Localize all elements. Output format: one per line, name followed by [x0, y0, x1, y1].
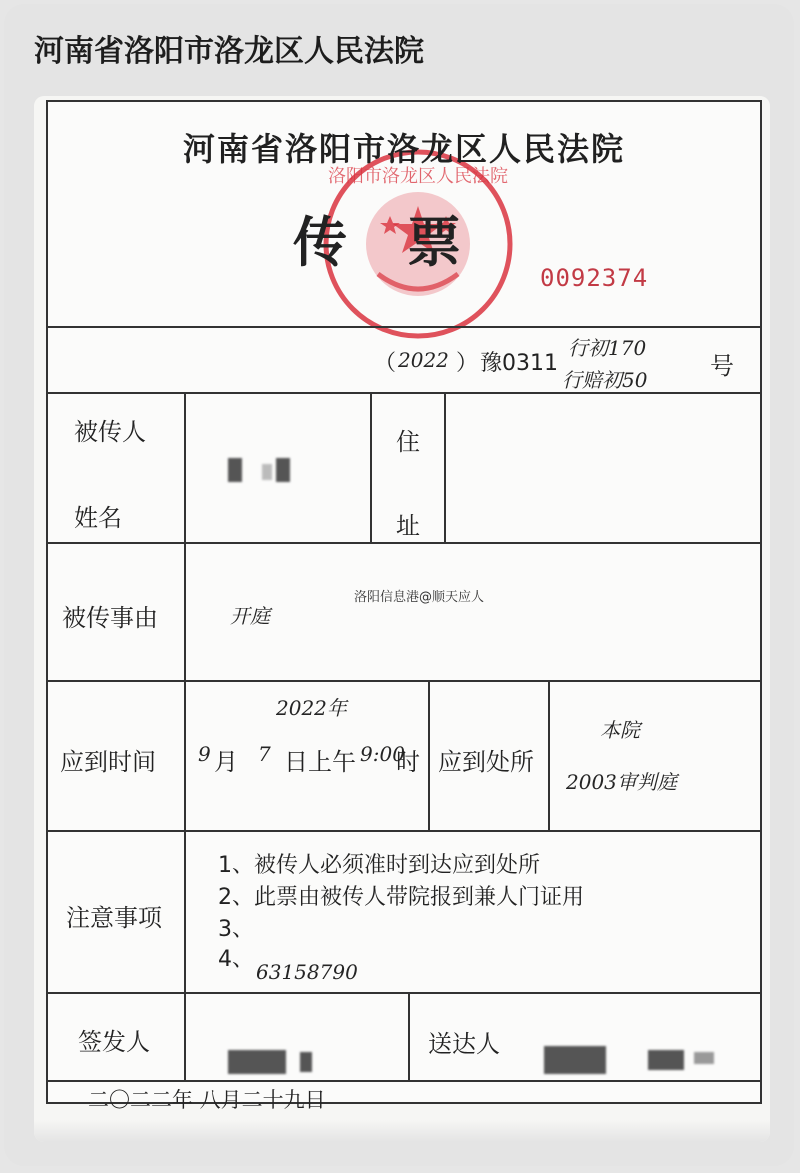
note-2: 2、此票由被传人带院报到兼人门证用 — [218, 885, 584, 910]
case-year: 2022 — [398, 348, 449, 372]
divider — [548, 680, 550, 830]
redacted-issuer — [228, 1050, 286, 1074]
note-phone: 63158790 — [256, 960, 358, 984]
redacted-name — [276, 458, 290, 482]
divider — [444, 392, 446, 542]
photo-edge — [34, 1120, 770, 1142]
case-prefix: 豫0311 — [480, 351, 558, 376]
label-issuer: 签发人 — [78, 1028, 150, 1056]
divider — [48, 1080, 760, 1082]
reason-value: 开庭 — [230, 604, 270, 628]
issue-date: 二〇二二年 八月二十九日 — [88, 1088, 326, 1112]
case-number-line1: 行初170 — [568, 336, 647, 360]
redacted-deliverer — [694, 1052, 714, 1064]
time-month-unit: 月 — [214, 748, 238, 776]
divider — [48, 680, 760, 682]
divider — [428, 680, 430, 830]
place-line1: 本院 — [600, 718, 640, 742]
note-1: 1、被传人必须准时到达应到处所 — [218, 853, 540, 878]
time-hour: 9:00 — [360, 742, 405, 766]
divider — [48, 392, 760, 394]
divider — [370, 392, 372, 542]
time-day: 7 — [258, 742, 271, 766]
document-number: 0092374 — [540, 264, 649, 292]
label-address-1: 住 — [396, 428, 420, 456]
summons-form — [46, 100, 762, 1112]
redacted-name — [228, 458, 242, 482]
case-number-line2: 行赔初50 — [562, 368, 648, 392]
label-summoned-2: 姓名 — [74, 504, 122, 532]
case-year-close: ） — [456, 351, 479, 376]
label-address-2: 址 — [396, 512, 420, 540]
watermark: 洛阳信息港@顺天应人 — [354, 590, 485, 605]
label-time: 应到时间 — [60, 748, 156, 776]
time-year: 2022年 — [276, 696, 347, 720]
divider — [48, 830, 760, 832]
summons-photo[interactable] — [34, 96, 770, 1142]
card — [4, 4, 794, 1166]
court-name: 河南省洛阳市洛龙区人民法院 — [182, 130, 625, 168]
divider — [184, 392, 186, 1080]
label-notes: 注意事项 — [66, 904, 162, 932]
case-suffix: 号 — [710, 352, 734, 380]
label-summoned-1: 被传人 — [74, 418, 146, 446]
time-hour-unit: 时 — [396, 748, 420, 776]
divider — [48, 326, 760, 328]
redacted-name — [262, 464, 272, 480]
divider — [408, 992, 410, 1080]
document-type: 传票 — [293, 210, 521, 274]
label-reason: 被传事由 — [62, 604, 158, 632]
divider — [48, 542, 760, 544]
divider — [48, 992, 760, 994]
redacted-deliverer — [544, 1046, 606, 1074]
note-4: 4、 — [218, 947, 254, 972]
time-day-unit: 日上午 — [284, 748, 356, 776]
redacted-issuer — [300, 1052, 312, 1072]
case-year-open: （ — [374, 351, 397, 376]
seal-text: 洛阳市洛龙区人民法院 — [328, 166, 508, 187]
label-place: 应到处所 — [438, 748, 534, 776]
page-title: 河南省洛阳市洛龙区人民法院 — [34, 34, 424, 69]
time-month: 9 — [198, 742, 211, 766]
redacted-deliverer — [648, 1050, 684, 1070]
note-3: 3、 — [218, 917, 254, 942]
label-deliverer: 送达人 — [428, 1030, 500, 1058]
place-line2: 2003审判庭 — [566, 770, 677, 794]
